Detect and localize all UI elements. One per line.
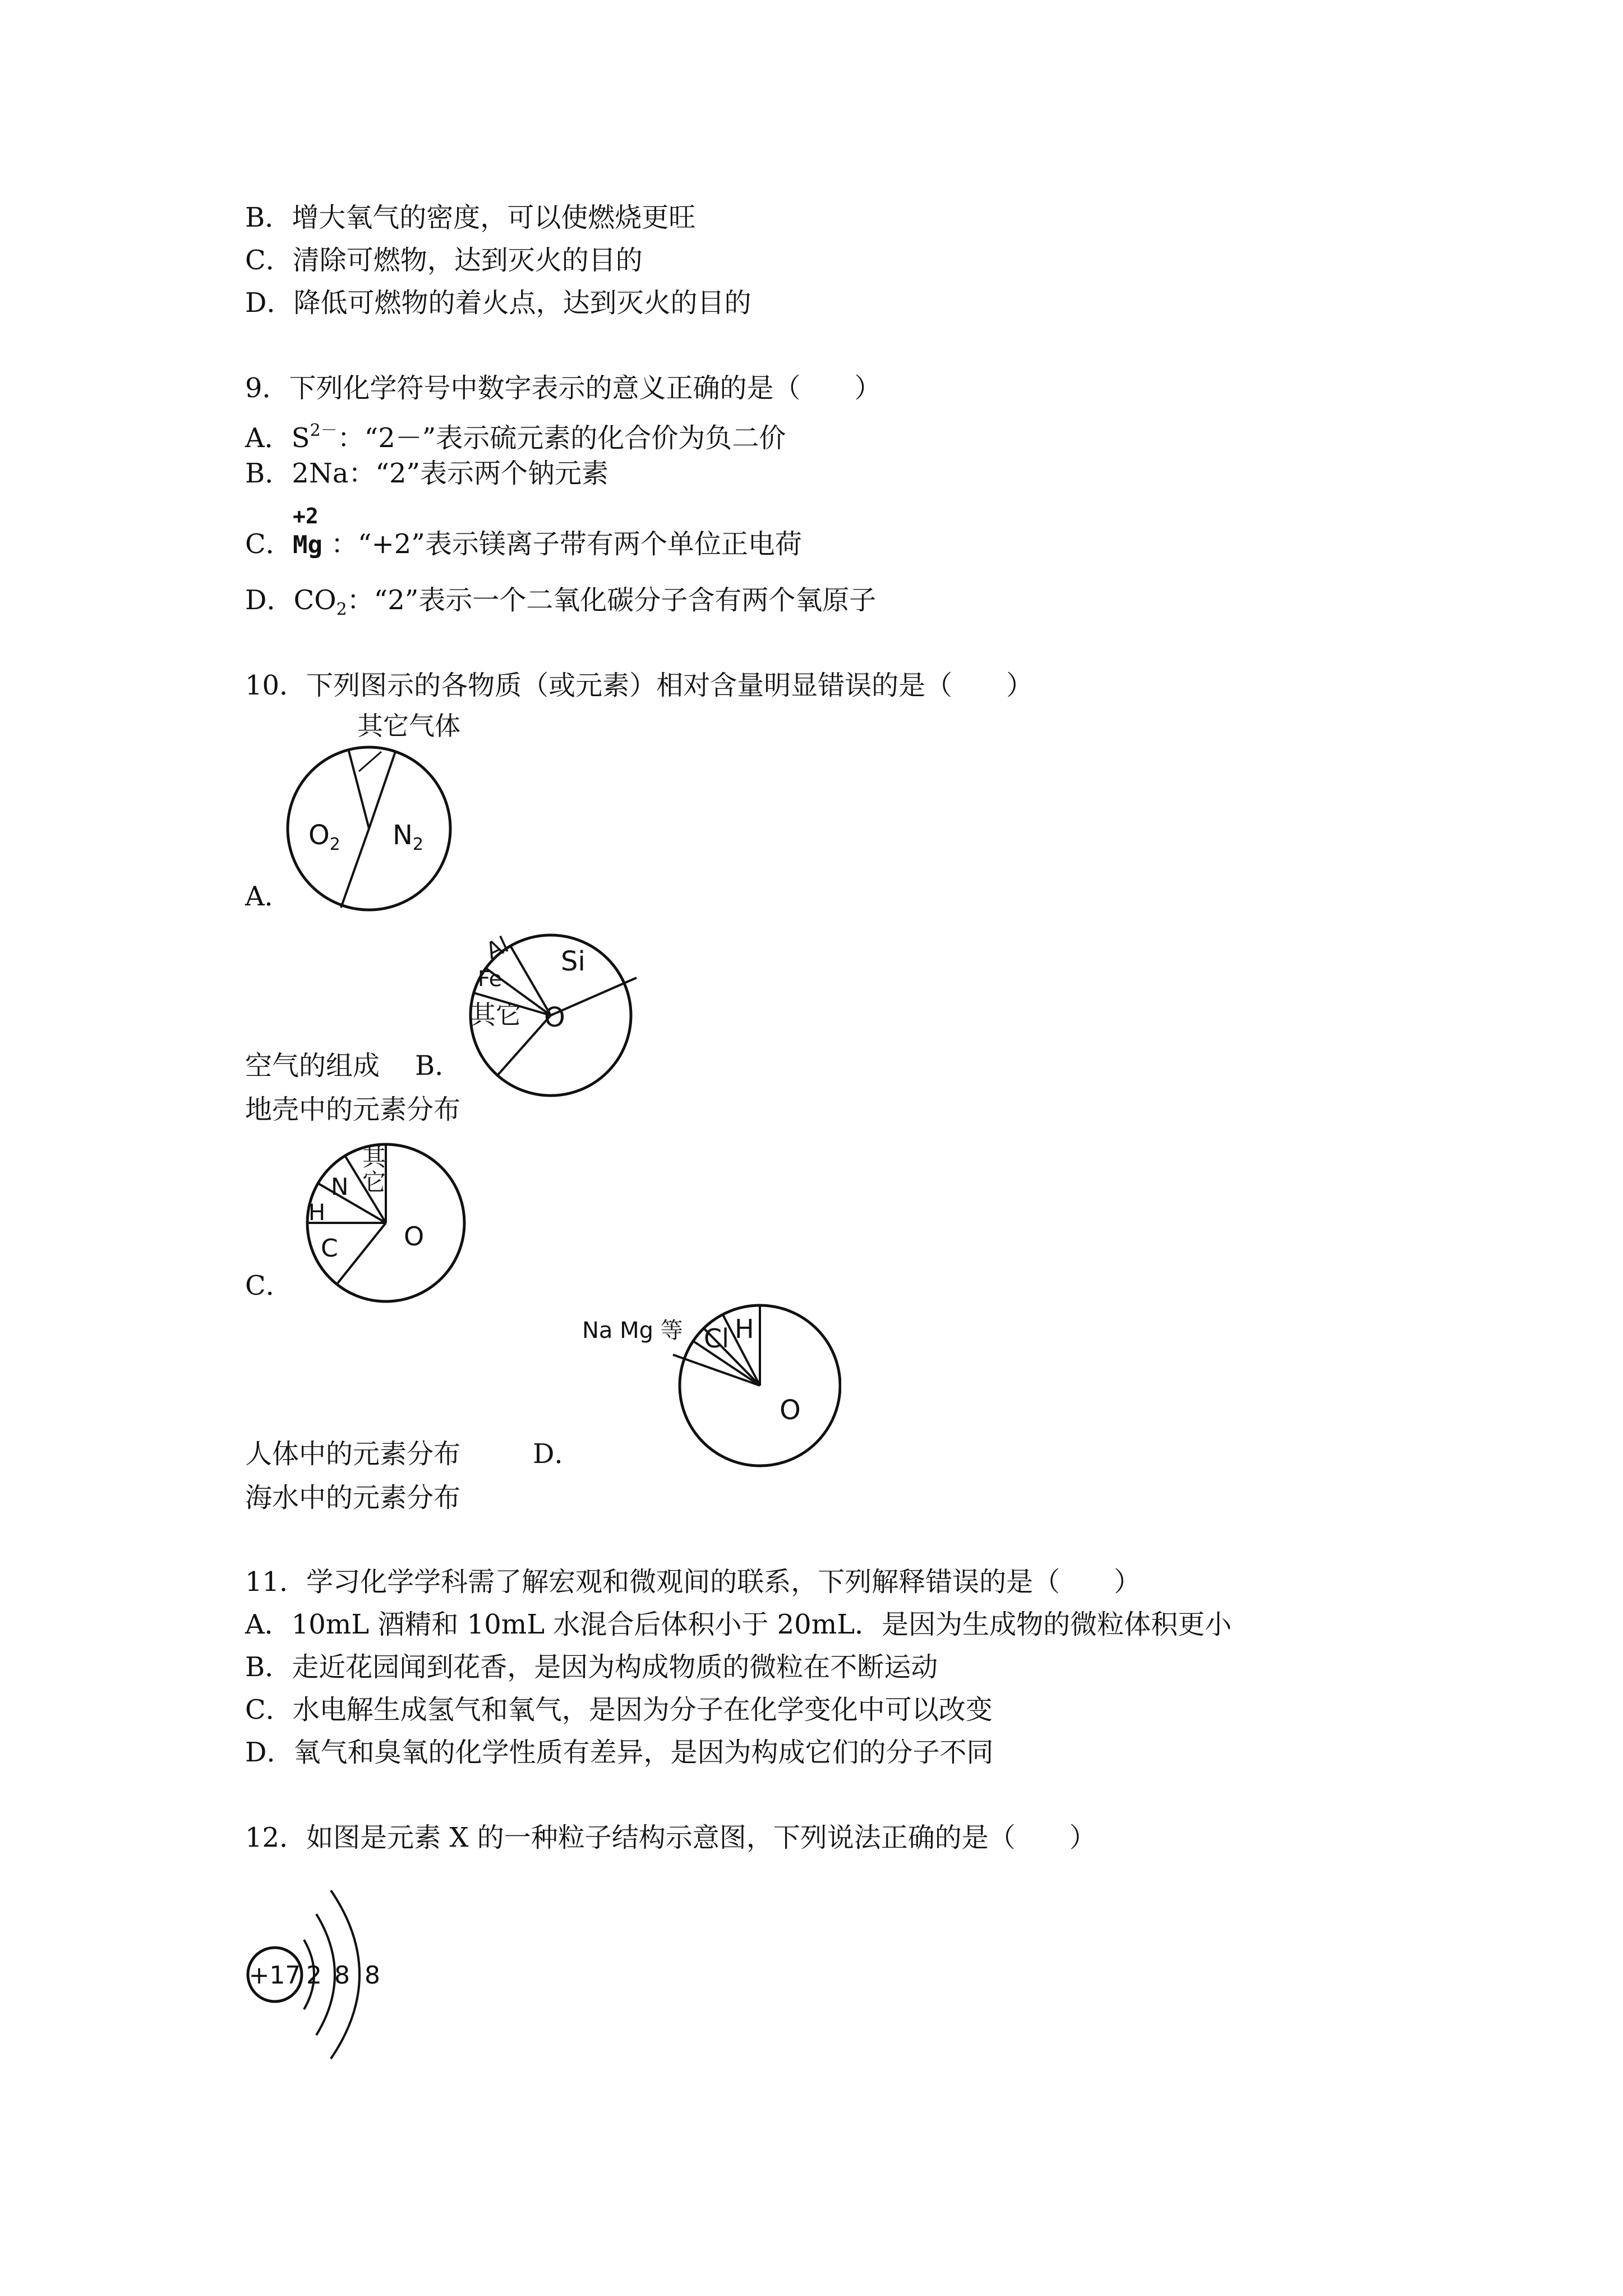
label-leader-line — [359, 752, 381, 771]
q9-d-sub: 2 — [336, 600, 347, 619]
q9-option-a — [245, 414, 786, 455]
q8-option-d: D．降低可燃物的着火点，达到灭火的目的 — [245, 287, 751, 319]
q11-option-c: C．水电解生成氢气和氧气，是因为分子在化学变化中可以改变 — [245, 1694, 993, 1726]
q10-option-c-label: C． — [245, 1270, 293, 1301]
label-other-1: 其 — [362, 1144, 386, 1171]
q9-c-text: ：“+2”表示镁离子带有两个单位正电荷 — [331, 528, 802, 560]
shell-2-electrons: 8 — [334, 1961, 350, 1990]
label-h: H — [308, 1200, 326, 1226]
q9-stem: 9．下列化学符号中数字表示的意义正确的是（ ） — [245, 372, 882, 404]
label-other-2: 它 — [362, 1168, 386, 1196]
q9-a-sup: 2－ — [310, 421, 338, 440]
label-o: O — [780, 1395, 801, 1426]
q11-stem: 11．学习化学学科需了解宏观和微观间的联系，下列解释错误的是（ ） — [245, 1566, 1141, 1598]
q9-d-pre: D．CO — [245, 585, 336, 616]
q10-caption-b: 地壳中的元素分布 — [245, 1094, 461, 1125]
label-c: C — [321, 1234, 338, 1263]
nucleus-charge: +17 — [248, 1961, 301, 1990]
label-n: N — [331, 1173, 349, 1200]
q10-option-d-label: D． — [533, 1438, 582, 1470]
q8-option-c: C．清除可燃物，达到灭火的目的 — [245, 245, 643, 276]
q10-stem: 10．下列图示的各物质（或元素）相对含量明显错误的是（ ） — [245, 670, 1034, 701]
label-other: 其它 — [470, 1000, 522, 1030]
atomic-structure-diagram — [241, 1874, 409, 2078]
label-al: Al — [482, 932, 513, 965]
label-fe: Fe — [478, 967, 502, 991]
q9-c-valence: +2 — [293, 504, 319, 528]
label-si: Si — [561, 946, 585, 977]
label-namg: Na Mg 等 — [582, 1318, 683, 1343]
figure-human-body-elements — [292, 1139, 471, 1309]
q9-option-c-label: C． — [245, 528, 293, 560]
pie-divider — [349, 751, 369, 829]
q9-option-b: B．2Na：“2”表示两个钠元素 — [245, 458, 609, 489]
label-o: O — [404, 1221, 425, 1251]
label-o: O — [544, 1002, 565, 1033]
q10-option-a-label: A． — [245, 881, 292, 912]
q11-option-b: B．走近花园闻到花香，是因为构成物质的微粒在不断运动 — [245, 1651, 938, 1683]
q11-option-d: D．氧气和臭氧的化学性质有差异，是因为构成它们的分子不同 — [245, 1737, 994, 1768]
shell-1-electrons: 2 — [306, 1961, 322, 1990]
shell-3-electrons: 8 — [365, 1961, 380, 1990]
q10-option-b-label: B． — [415, 1050, 462, 1082]
q10-caption-d: 海水中的元素分布 — [245, 1482, 461, 1513]
pie-divider — [341, 829, 369, 908]
q12-stem: 12．如图是元素 X 的一种粒子结构示意图，下列说法正确的是（ ） — [245, 1822, 1096, 1853]
q8-option-b: B．增大氧气的密度，可以使燃烧更旺 — [245, 202, 696, 233]
q9-d-post: ：“2”表示一个二氧化碳分子含有两个氧原子 — [347, 585, 877, 616]
figure-seawater-elements — [572, 1296, 841, 1472]
label-h: H — [735, 1314, 754, 1344]
q11-option-a: A．10mL 酒精和 10mL 水混合后体积小于 20mL．是因为生成物的微粒体积更小 — [245, 1609, 1232, 1640]
q9-a-pre: A．S — [245, 422, 310, 454]
q9-c-symbol: Mg — [293, 531, 322, 559]
label-n2: $N_2$ — [393, 820, 423, 854]
label-o2: $O_2$ — [308, 820, 340, 854]
q10-caption-a: 空气的组成 — [245, 1050, 380, 1082]
pie-divider — [369, 752, 395, 829]
label-other-gases: 其它气体 — [357, 711, 460, 741]
figure-air-composition — [280, 710, 465, 925]
q10-caption-c: 人体中的元素分布 — [245, 1438, 461, 1470]
q9-option-d — [245, 583, 876, 627]
pie-divider — [336, 1223, 386, 1285]
figure-crust-elements — [449, 920, 639, 1113]
label-cl: Cl — [704, 1323, 729, 1354]
q9-a-post: ：“2－”表示硫元素的化合价为负二价 — [337, 422, 786, 454]
